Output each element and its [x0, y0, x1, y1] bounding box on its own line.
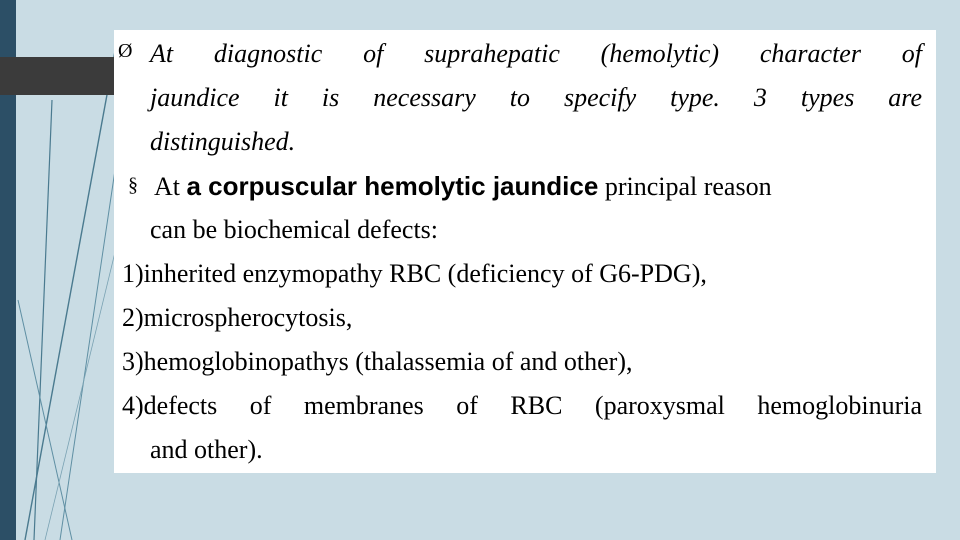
corpuscular-suffix: principal reason: [598, 172, 772, 201]
corpuscular-line-2: can be biochemical defects:: [150, 215, 439, 244]
corpuscular-line-1: [154, 164, 922, 209]
title-accent-bar: [0, 57, 118, 95]
list-item: 4)defects of membranes of RBC (paroxysmal hemoglobinuria: [122, 391, 922, 420]
intro-line-3: distinguished.: [150, 127, 296, 156]
arrow-bullet-icon: Ø: [118, 40, 133, 62]
list-item: 3)hemoglobinopathys (thalassemia of and other),: [122, 347, 633, 376]
list-item: 2)microspherocytosis,: [122, 303, 353, 332]
intro-line-2: jaundice it is necessary to specify type. 3 types are: [150, 83, 922, 112]
intro-line-1: At diagnostic of suprahepatic (hemolytic) character of: [150, 39, 922, 68]
corpuscular-term: a corpuscular hemolytic jaundice: [186, 171, 599, 201]
list-item: 1)inherited enzymopathy RBC (deficiency of G6-PDG),: [122, 259, 707, 288]
square-bullet-icon: §: [128, 174, 138, 196]
corpuscular-prefix: At: [154, 172, 187, 201]
list-item-continuation: and other).: [150, 435, 263, 464]
